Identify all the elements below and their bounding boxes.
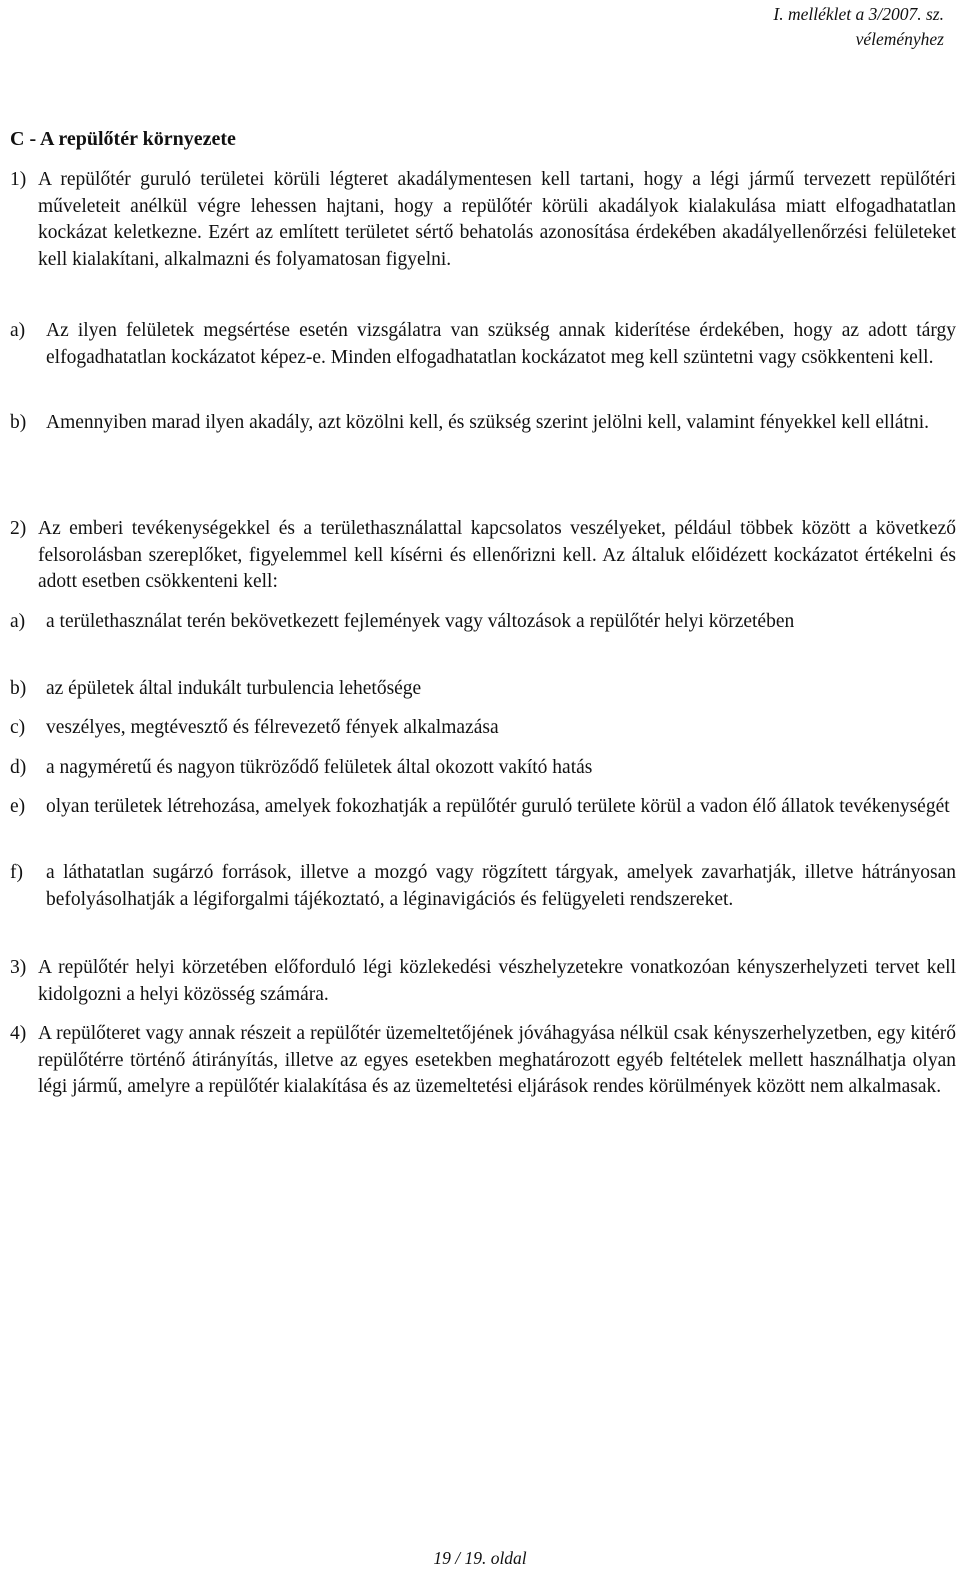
subitem-text: olyan területek létrehozása, amelyek fokozhatják a repülőtér guruló területe körül a vadon élő állatok tevékenységét xyxy=(46,796,950,817)
paragraph-item-1 xyxy=(10,167,956,273)
item-number: 3) xyxy=(10,957,27,978)
item-text: A repülőtér guruló területei körüli légteret akadálymentesen kell tartani, hogy a légi jármű tervezett repülőtéri műveleteit anélkül végre lehessen hajtani, hogy a repülőtér körüli akadályok kialakulása miatt elfogadhatatlan kockázat keletkezne. Ezért az említett területet sértő behatolás azonosítása érdekében akadályellenőrzési felületeket kell kialakítani, alkalmazni és folyamatosan figyelni. xyxy=(38,169,956,270)
section-title: C - A repülőtér környezete xyxy=(10,128,236,150)
subitem-text: a láthatatlan sugárzó források, illetve a mozgó vagy rögzített tárgyak, amelyek zavarhatják, illetve hátrányosan befolyásolhatják a légiforgalmi tájékoztató, a léginavigációs és felügyeleti rendszereket. xyxy=(46,862,956,910)
subitem-1a xyxy=(10,318,956,371)
subitem-letter: a) xyxy=(10,320,26,341)
paragraph-item-3 xyxy=(10,955,956,1008)
item-number: 2) xyxy=(10,518,27,539)
item-text: A repülőtér helyi körzetében előforduló légi közlekedési vészhelyzetekre vonatkozóan kényszerhelyzeti tervet kell kidolgozni a helyi közösség számára. xyxy=(38,957,956,1005)
subitem-2e xyxy=(10,794,956,821)
item-text: Az emberi tevékenységekkel és a területhasználattal kapcsolatos veszélyeket, például többek között a következő felsorolásban szereplőket, figyelemmel kell kísérni és ellenőrizni kell. Az általuk előidézett kockázatot értékelni és adott esetben csökkenteni kell: xyxy=(38,518,956,592)
page-number-footer: 19 / 19. oldal xyxy=(433,1548,527,1568)
header-line-2: véleményhez xyxy=(855,29,944,49)
subitem-2a xyxy=(10,609,956,636)
item-number: 4) xyxy=(10,1023,27,1044)
subitem-2d xyxy=(10,755,956,782)
subitem-letter: b) xyxy=(10,412,27,433)
header-line-1: I. melléklet a 3/2007. sz. xyxy=(773,4,944,24)
subitem-2f xyxy=(10,860,956,913)
subitem-letter: e) xyxy=(10,796,26,817)
subitem-letter: a) xyxy=(10,611,26,632)
subitem-text: a területhasználat terén bekövetkezett fejlemények vagy változások a repülőtér helyi körzetében xyxy=(46,611,795,632)
subitem-text: az épületek által indukált turbulencia lehetősége xyxy=(46,678,422,699)
subitem-text: Amennyiben marad ilyen akadály, azt közölni kell, és szükség szerint jelölni kell, valamint fényekkel kell ellátni. xyxy=(46,412,929,433)
subitem-text: veszélyes, megtévesztő és félrevezető fények alkalmazása xyxy=(46,717,499,738)
subitem-2c xyxy=(10,715,956,742)
subitem-letter: d) xyxy=(10,757,27,778)
subitem-2b xyxy=(10,676,956,703)
header-reference xyxy=(773,2,944,52)
subitem-letter: c) xyxy=(10,717,26,738)
subitem-1b xyxy=(10,410,956,437)
subitem-letter: f) xyxy=(10,862,23,883)
subitem-text: a nagyméretű és nagyon tükröződő felületek által okozott vakító hatás xyxy=(46,757,593,778)
paragraph-item-2 xyxy=(10,516,956,596)
subitem-text: Az ilyen felületek megsértése esetén vizsgálatra van szükség annak kiderítése érdekében, hogy az adott tárgy elfogadhatatlan kockázatot képez-e. Minden elfogadhatatlan kockázatot meg kell szüntetni vagy csökkenteni kell. xyxy=(46,320,956,368)
item-number: 1) xyxy=(10,169,27,190)
subitem-letter: b) xyxy=(10,678,27,699)
paragraph-item-4 xyxy=(10,1021,956,1101)
item-text: A repülőteret vagy annak részeit a repülőtér üzemeltetőjének jóváhagyása nélkül csak kényszerhelyzetben, egy kitérő repülőtérre történő átirányítás, illetve az egyes esetekben meghatározott egyéb feltételek mellett használhatja olyan légi jármű, amelyre a repülőtér kialakítása és az üzemeltetési eljárások rendes körülmények között nem alkalmasak. xyxy=(38,1023,956,1097)
